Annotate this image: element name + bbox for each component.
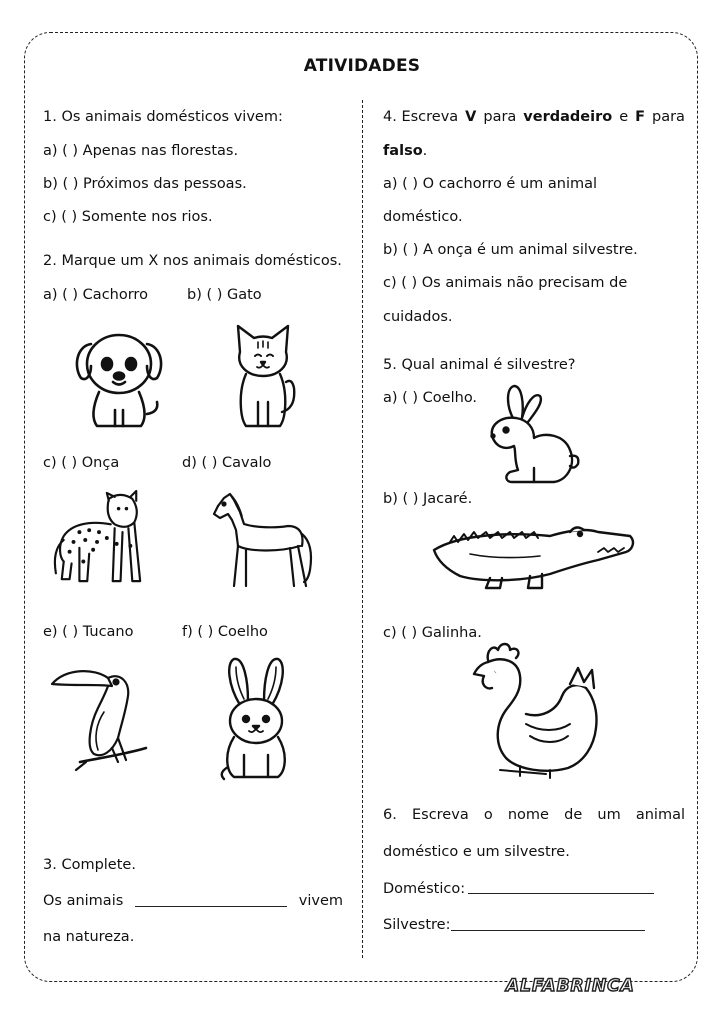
q2-option-d[interactable]: d) ( ) Cavalo xyxy=(182,455,272,471)
rabbit-icon xyxy=(214,655,298,783)
q2-option-b[interactable]: b) ( ) Gato xyxy=(187,287,262,303)
q6-silvestre-blank[interactable] xyxy=(451,930,645,931)
q1-option-a[interactable]: a) ( ) Apenas nas florestas. xyxy=(43,143,239,159)
q4-intro-f: F xyxy=(635,109,645,125)
q5-option-a[interactable]: a) ( ) Coelho. xyxy=(383,390,478,406)
q5-option-b[interactable]: b) ( ) Jacaré. xyxy=(383,491,473,507)
q4-intro-text-1: 4. Escreva xyxy=(383,109,459,125)
q1-option-b[interactable]: b) ( ) Próximos das pessoas. xyxy=(43,176,247,192)
q1-option-c[interactable]: c) ( ) Somente nos rios. xyxy=(43,209,213,225)
q3-answer-blank[interactable] xyxy=(135,892,287,907)
q2-option-e[interactable]: e) ( ) Tucano xyxy=(43,624,134,640)
brand-logo: ALFABRINCA xyxy=(506,976,635,996)
hen-icon xyxy=(466,640,602,780)
q4-intro-line-2: falso. xyxy=(383,143,428,159)
q4-statement-a-line-1[interactable]: a) ( ) O cachorro é um animal xyxy=(383,176,598,192)
page-title: ATIVIDADES xyxy=(303,56,421,76)
horse-icon xyxy=(210,490,316,590)
q4-intro-line-1 xyxy=(383,108,685,126)
q3-line-2: na natureza. xyxy=(43,929,135,945)
q6-domestico-blank[interactable] xyxy=(468,893,654,894)
q2-option-a[interactable]: a) ( ) Cachorro xyxy=(43,287,148,303)
q4-statement-a-line-2: doméstico. xyxy=(383,209,463,225)
q2-option-c[interactable]: c) ( ) Onça xyxy=(43,455,120,471)
q4-intro-text-3: e xyxy=(619,109,629,125)
cat-icon xyxy=(228,322,298,432)
q2-question: 2. Marque um X nos animais domésticos. xyxy=(43,253,342,269)
q6-silvestre-label: Silvestre: xyxy=(383,917,451,933)
q6-domestico-label: Doméstico: xyxy=(383,881,466,897)
dog-icon xyxy=(68,322,170,432)
q6-line-2: doméstico e um silvestre. xyxy=(383,844,570,860)
q3-question: 3. Complete. xyxy=(43,857,136,873)
alligator-icon xyxy=(430,520,636,592)
q3-line-1 xyxy=(43,892,343,910)
q4-statement-c-line-2: cuidados. xyxy=(383,309,453,325)
q4-intro-v: V xyxy=(465,109,477,125)
q5-option-c[interactable]: c) ( ) Galinha. xyxy=(383,625,482,641)
q3-line-1-end: vivem xyxy=(298,893,343,909)
q4-intro-falso: falso xyxy=(383,143,423,159)
q6-line-1 xyxy=(383,806,685,824)
rabbit-icon xyxy=(484,384,580,488)
q4-intro-verdadeiro: verdadeiro xyxy=(523,109,613,125)
q6-line-1-text: 6. Escreva o nome de um animal xyxy=(383,807,685,823)
q5-question: 5. Qual animal é silvestre? xyxy=(383,357,576,373)
q2-option-f[interactable]: f) ( ) Coelho xyxy=(182,624,268,640)
q4-intro-text-2: para xyxy=(483,109,517,125)
q4-statement-c-line-1[interactable]: c) ( ) Os animais não precisam de xyxy=(383,275,628,291)
q1-question: 1. Os animais domésticos vivem: xyxy=(43,109,283,125)
column-divider xyxy=(362,100,363,958)
q4-intro-text-4: para xyxy=(651,109,685,125)
q4-statement-b[interactable]: b) ( ) A onça é um animal silvestre. xyxy=(383,242,638,258)
q3-line-1-start: Os animais xyxy=(43,893,124,909)
jaguar-icon xyxy=(50,488,148,588)
toucan-icon xyxy=(46,662,152,774)
